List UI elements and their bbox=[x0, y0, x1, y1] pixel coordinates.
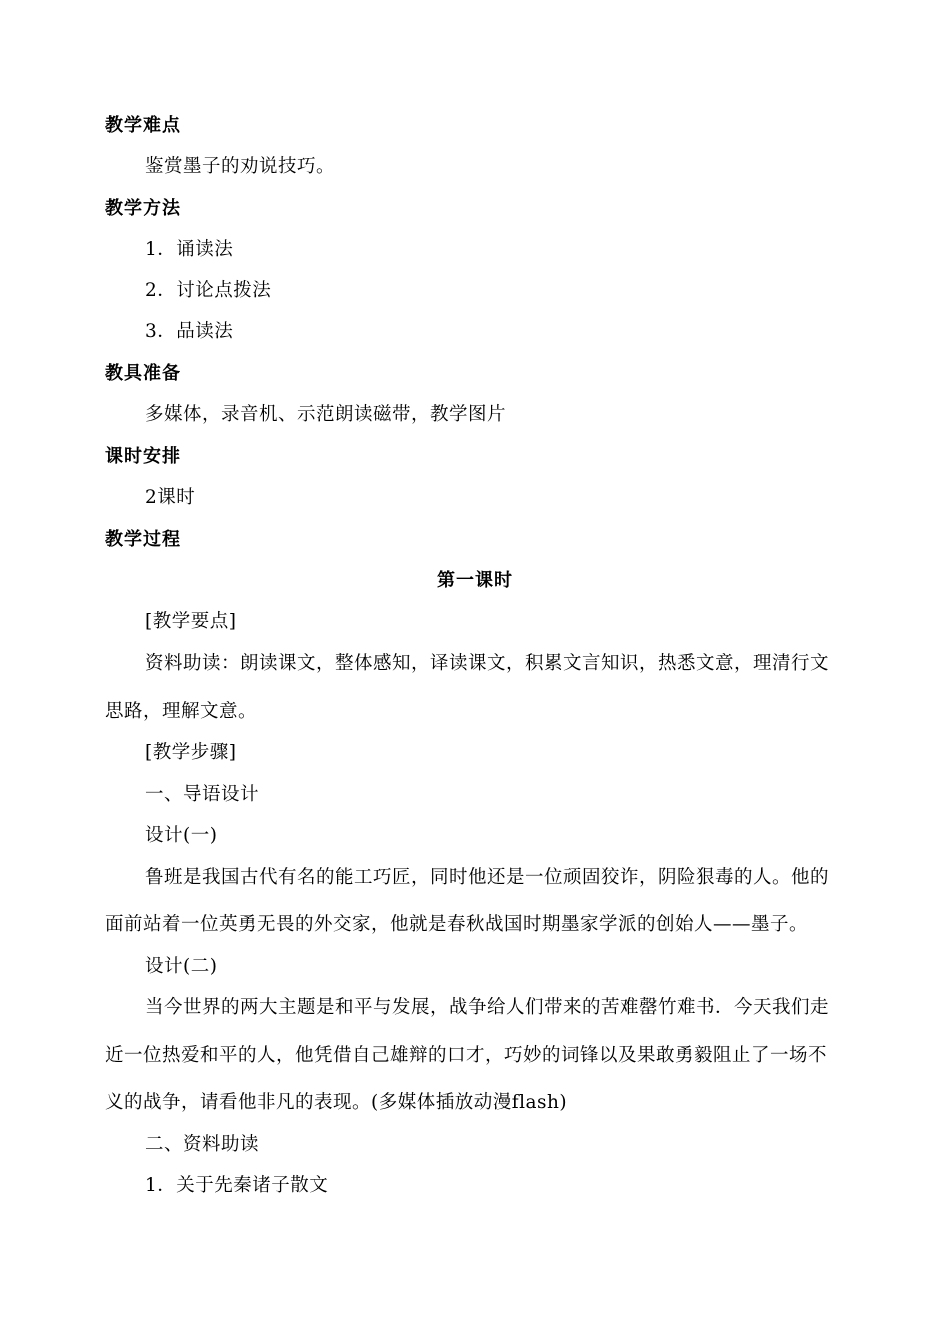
steps-label: [教学步骤] bbox=[145, 742, 237, 763]
key-points-line-2: 思路，理解文意。 bbox=[105, 701, 258, 722]
teaching-tools-text: 多媒体，录音机、示范朗读磁带，教学图片 bbox=[145, 404, 507, 425]
design-1-line-2: 面前站着一位英勇无畏的外交家，他就是春秋战国时期墨家学派的创始人——墨子。 bbox=[105, 914, 809, 935]
method-item-2: 2．讨论点拨法 bbox=[145, 280, 272, 301]
class-schedule-text: 2课时 bbox=[145, 487, 196, 508]
step-2-title: 二、资料助读 bbox=[145, 1134, 260, 1155]
design-1-line-1: 鲁班是我国古代有名的能工巧匠，同时他还是一位顽固狡诈，阴险狠毒的人。他的 bbox=[145, 867, 830, 888]
heading-class-schedule: 课时安排 bbox=[105, 446, 181, 467]
design-1-label: 设计(一) bbox=[145, 825, 218, 846]
design-2-line-2: 近一位热爱和平的人，他凭借自己雄辩的口才，巧妙的词锋以及果敢勇毅阻止了一场不 bbox=[105, 1045, 828, 1066]
heading-teaching-tools: 教具准备 bbox=[105, 363, 181, 384]
key-points-label: [教学要点] bbox=[145, 611, 237, 632]
design-2-line-1: 当今世界的两大主题是和平与发展，战争给人们带来的苦难罄竹难书．今天我们走 bbox=[145, 997, 830, 1018]
method-item-1: 1．诵读法 bbox=[145, 239, 234, 260]
teaching-difficulty-text: 鉴赏墨子的劝说技巧。 bbox=[145, 156, 336, 177]
heading-teaching-difficulty: 教学难点 bbox=[105, 115, 181, 136]
method-item-3: 3．品读法 bbox=[145, 321, 234, 342]
heading-teaching-methods: 教学方法 bbox=[105, 198, 181, 219]
key-points-line-1: 资料助读：朗读课文，整体感知，译读课文，积累文言知识，热悉文意，理清行文 bbox=[145, 653, 830, 674]
design-2-label: 设计(二) bbox=[145, 956, 218, 977]
design-2-line-3: 义的战争，请看他非凡的表现。(多媒体插放动漫flash) bbox=[105, 1092, 568, 1113]
heading-teaching-process: 教学过程 bbox=[105, 529, 181, 550]
step-2-item-1: 1．关于先秦诸子散文 bbox=[145, 1175, 329, 1196]
step-1-title: 一、导语设计 bbox=[145, 784, 260, 805]
lesson-title: 第一课时 bbox=[437, 570, 513, 591]
